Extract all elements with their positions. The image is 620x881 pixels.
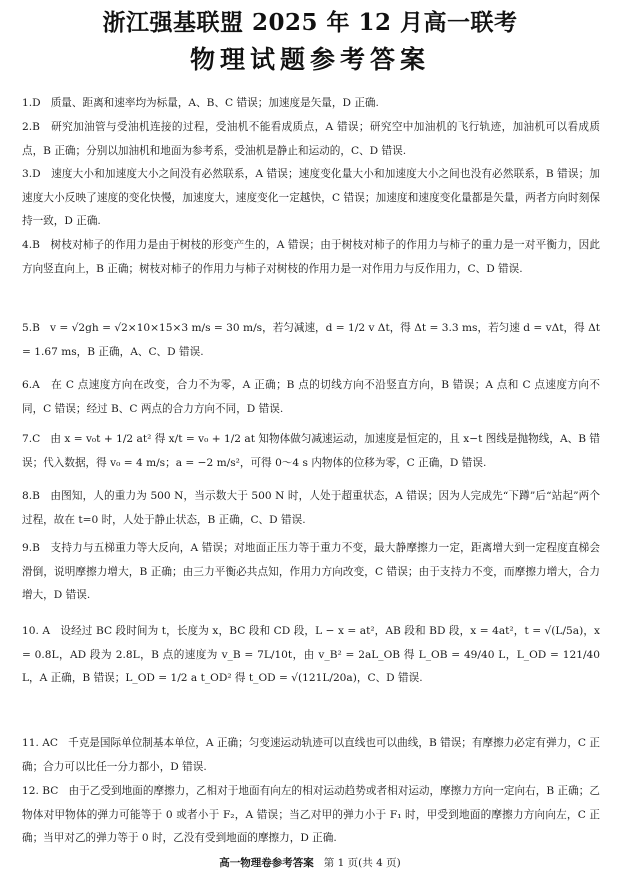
answer-label: 8.B xyxy=(22,490,40,502)
answer-label: 12. BC xyxy=(22,785,59,797)
answer-explanation: 由于乙受到地面的摩擦力，乙相对于地面有向左的相对运动趋势或者相对运动，摩擦力方向一定向右，B 正确；乙物体对甲物体的弹力可能等于 0 或者小于 F₂，A 错误；当乙对甲的弹力小于 F₁ 时，甲受到地面的摩擦力方向向左，C 正确；当甲对乙的弹力等于 0 时，乙没有受到地面的摩擦力，D 正确. xyxy=(22,785,600,844)
answer-explanation: v = √2gh = √2×10×15×3 m/s = 30 m/s，若匀减速，d = 1/2 v Δt，得 Δt = 3.3 ms，若匀速 d = vΔt，得 Δt = 1.67 ms，B 正确，A、C、D 错误. xyxy=(22,322,600,358)
answer-explanation: 由图知，人的重力为 500 N，当示数大于 500 N 时，人处于超重状态，A 错误；因为人完成先“下蹲”后“站起”两个过程，故在 t=0 时，人处于静止状态，B 正确，C、D 错误. xyxy=(22,490,600,526)
answer-3 xyxy=(22,163,600,234)
answer-explanation: 支持力与五梯重力等大反向，A 错误；对地面正压力等于重力不变，最大静摩擦力一定，距离增大到一定程度直梯会滑倒，说明摩擦力增大，B 正确；由三力平衡必共点知，作用力方向改变，C 错误；由于支持力不变，而摩擦力增大，合力增大，D 错误. xyxy=(22,542,601,601)
answer-8 xyxy=(22,485,600,532)
answer-label: 9.B xyxy=(22,542,40,554)
answer-explanation: 速度大小和加速度大小之间没有必然联系，A 错误；速度变化量大小和加速度大小之间也没有必然联系，B 错误；加速度大小反映了速度的变化快慢，加速度大，速度变化一定越快，C 错误；加速度和速度变化量都是矢量，两者方向时刻保持一致，D 正确. xyxy=(22,168,600,227)
answer-label: 10. A xyxy=(22,625,50,637)
answer-2 xyxy=(22,116,600,163)
answer-explanation: 由 x = v₀t + 1/2 at² 得 x/t = v₀ + 1/2 at 知物体做匀减速运动，加速度是恒定的，且 x−t 图线是抛物线，A、B 错误；代入数据，得 v₀ = 4 m/s；a = −2 m/s²，可得 0～4 s 内物体的位移为零，C 正确，D 错误. xyxy=(22,433,600,469)
answer-label: 5.B xyxy=(22,322,40,334)
answer-label: 7.C xyxy=(22,433,41,445)
answer-12 xyxy=(22,780,600,851)
answer-5 xyxy=(22,317,600,364)
answer-explanation: 质量、距离和速率均为标量，A、B、C 错误；加速度是矢量，D 正确. xyxy=(50,97,379,109)
page-number: 第 1 页(共 4 页) xyxy=(323,857,401,869)
answer-label: 4.B xyxy=(22,239,40,251)
answer-explanation: 树枝对柿子的作用力是由于树枝的形变产生的，A 错误；由于树枝对柿子的作用力与柿子的重力是一对平衡力，因此方向竖直向上，B 正确；树枝对柿子的作用力与柿子对树枝的作用力是一对作用力与反作用力，C、D 错误. xyxy=(22,239,601,275)
answer-4 xyxy=(22,234,600,281)
answer-label: 6.A xyxy=(22,379,40,391)
answer-11 xyxy=(22,732,600,779)
exam-title: 浙江强基联盟 2025 年 12 月高一联考 xyxy=(102,9,518,36)
answer-6 xyxy=(22,374,600,421)
answer-label: 11. AC xyxy=(22,737,58,749)
footer-title: 高一物理卷参考答案 xyxy=(219,857,314,869)
answer-label: 1.D xyxy=(22,97,41,109)
answer-7 xyxy=(22,428,600,475)
answer-key-title: 物理试题参考答案 xyxy=(189,45,430,74)
answer-explanation: 在 C 点速度方向在改变，合力不为零，A 正确；B 点的切线方向不沿竖直方向，B 错误；A 点和 C 点速度方向不同，C 错误；经过 B、C 两点的合力方向不同，D 错误. xyxy=(22,379,600,415)
page-footer xyxy=(0,855,620,870)
answer-label: 2.B xyxy=(22,121,40,133)
answer-10 xyxy=(22,620,600,691)
answer-explanation: 研究加油管与受油机连接的过程，受油机不能看成质点，A 错误；研究空中加油机的飞行轨迹，加油机可以看成质点，B 正确；分别以加油机和地面为参考系，受油机是静止和运动的，C、D 错误. xyxy=(22,121,600,157)
answer-label: 3.D xyxy=(22,168,41,180)
answer-explanation: 设经过 BC 段时间为 t，长度为 x，BC 段和 CD 段，L − x = at²，AB 段和 BD 段，x = 4at²，t = √(L/5a)，x = 0.8L，AD 段为 2.8L，B 点的速度为 v_B = 7L/10t，由 v_B² = 2aL_OB 得 L_OB = 49/40 L，L_OD = 121/40 L，A 正确，B 错误；L_OD = 1/2 a t_OD² 得 t_OD = √(121L/20a)，C、D 错误. xyxy=(22,625,601,684)
answer-9 xyxy=(22,537,600,608)
answer-1 xyxy=(22,92,600,116)
answer-explanation: 千克是国际单位制基本单位，A 正确；匀变速运动轨迹可以直线也可以曲线，B 错误；有摩擦力必定有弹力，C 正确；合力可以比任一分力都小，D 错误. xyxy=(22,737,600,773)
